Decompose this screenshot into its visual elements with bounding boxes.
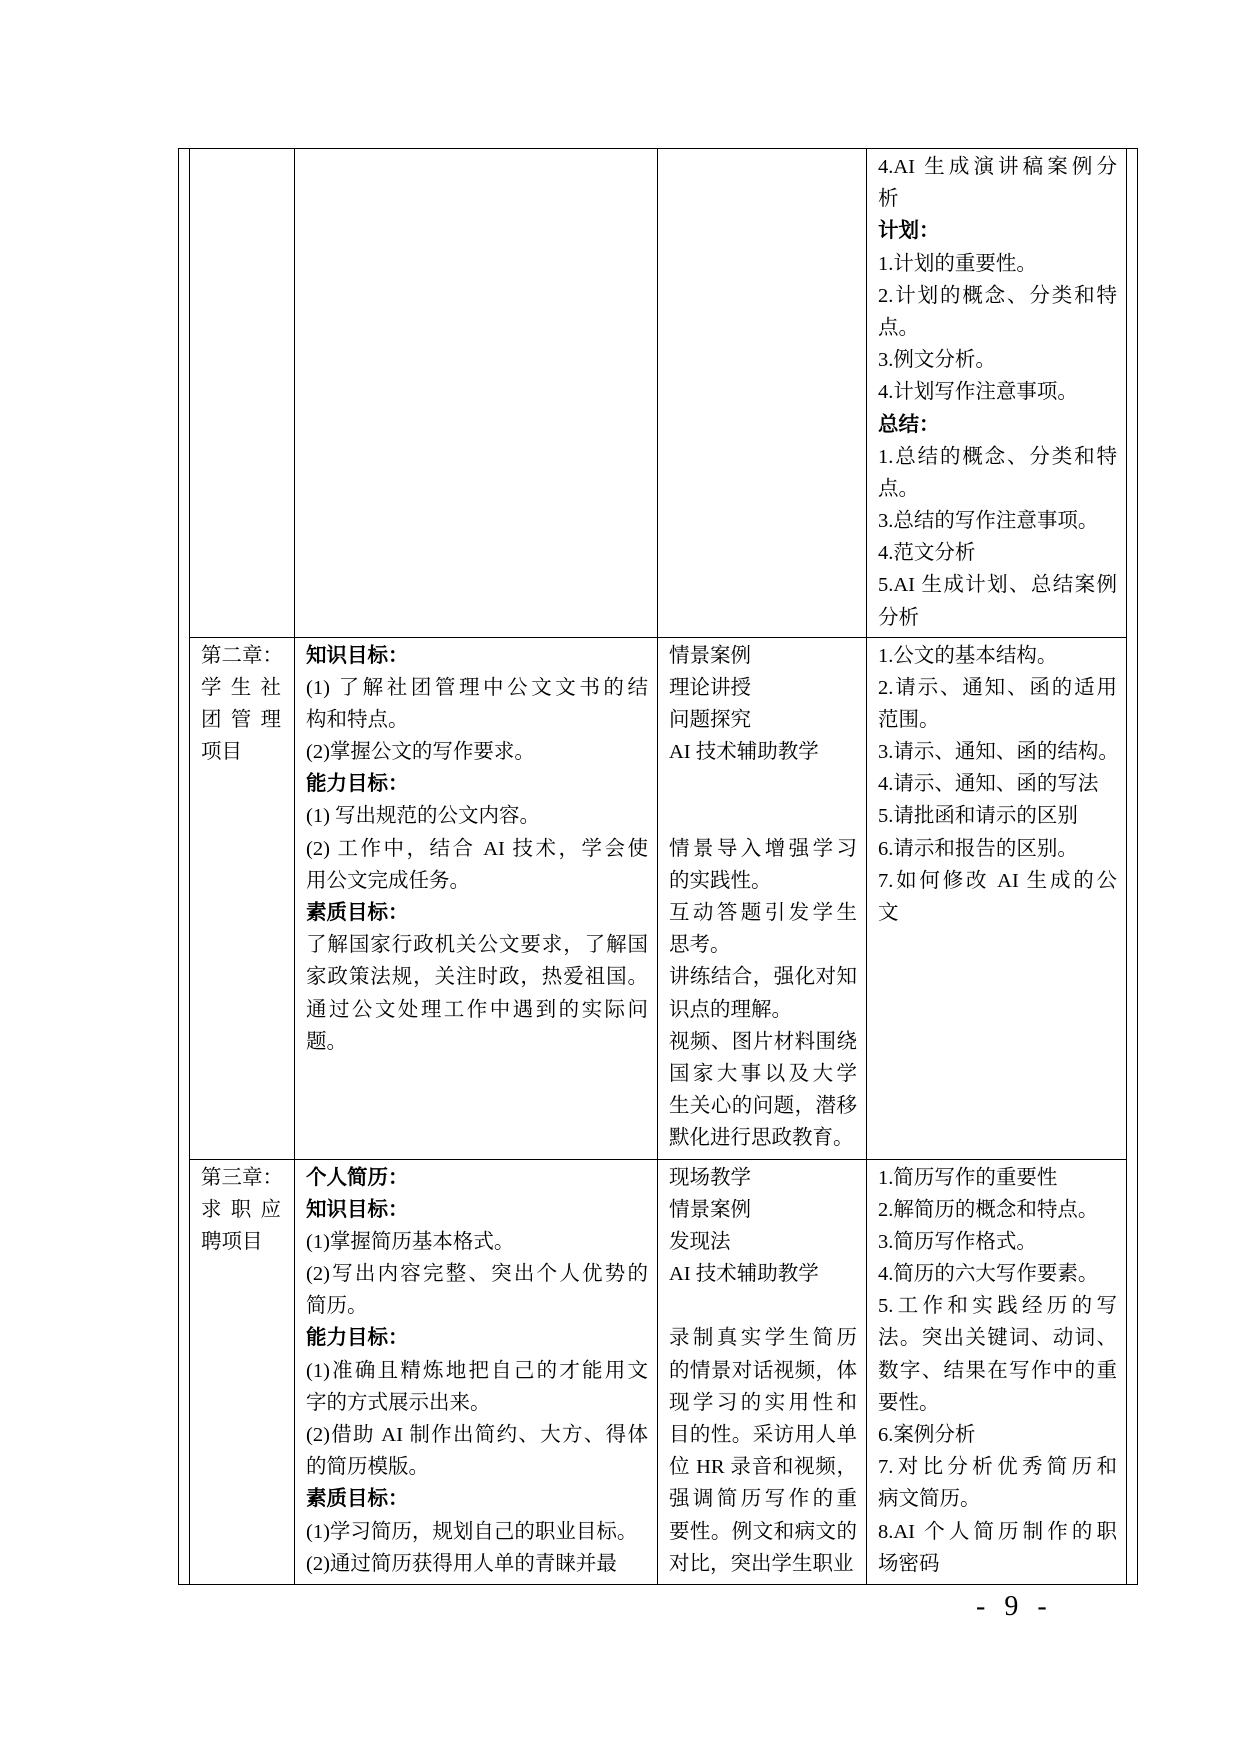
- section-heading: [306, 1483, 648, 1515]
- text-line: (2) 工作中，结合 AI 技术，学会使: [306, 837, 648, 860]
- text-line: 思考。: [669, 934, 731, 957]
- section-heading: [306, 768, 648, 800]
- paragraph: [669, 961, 857, 1025]
- text-line: 2.解简历的概念和特点。: [878, 1198, 1099, 1221]
- text-line: 4.简历的六大写作要素。: [878, 1263, 1099, 1286]
- text-line: 3.总结的写作注意事项。: [878, 510, 1099, 533]
- paragraph: [878, 1516, 1117, 1580]
- paragraph: [306, 1548, 648, 1580]
- text-line: 视频、图片材料围绕: [669, 1030, 857, 1053]
- paragraph: [878, 1194, 1117, 1226]
- text-line: (1)准确且精炼地把自己的才能用文: [306, 1359, 648, 1382]
- text-line: 1.总结的概念、分类和特: [878, 445, 1117, 468]
- text-line: (1) 了解社团管理中公文文书的结: [306, 676, 648, 699]
- methods-cell: [658, 1159, 867, 1584]
- table-row: [190, 1159, 1127, 1584]
- paragraph: [878, 1451, 1117, 1515]
- text-line: 分析: [878, 606, 919, 629]
- text-line: 对比，突出学生职业: [669, 1552, 854, 1575]
- text-line: 情景导入增强学习: [669, 837, 857, 860]
- text-line: 默化进行思政教育。: [669, 1127, 854, 1150]
- methods-cell: [658, 149, 867, 637]
- text-line: 病文简历。: [878, 1488, 981, 1511]
- text-line: 情景案例: [669, 1198, 751, 1221]
- section-heading: [306, 897, 648, 929]
- course-table-frame: [178, 148, 1138, 1585]
- course-plan-table: [189, 149, 1127, 1584]
- text-line: 的简历模版。: [306, 1456, 429, 1479]
- text-line: 学生社: [201, 676, 281, 699]
- text-line: 数字、结果在写作中的重: [878, 1359, 1117, 1382]
- text-line: 5.请批函和请示的区别: [878, 805, 1078, 828]
- paragraph: [201, 1162, 281, 1194]
- text-line: 现学习的实用性和: [669, 1391, 857, 1414]
- text-line: 通过公文处理工作中遇到的实际问: [306, 998, 648, 1021]
- text-line: 7.如何修改 AI 生成的公: [878, 869, 1117, 892]
- paragraph: [878, 833, 1117, 865]
- text-line: 发现法: [669, 1230, 731, 1253]
- text-line: (1) 写出规范的公文内容。: [306, 805, 541, 828]
- text-line: 互动答题引发学生: [669, 902, 857, 924]
- paragraph: [669, 1226, 857, 1258]
- text-line: 点。: [878, 477, 919, 500]
- paragraph: [669, 1258, 857, 1290]
- chapter-cell: [190, 149, 295, 637]
- text-line: [669, 768, 857, 800]
- text-line: (2)掌握公文的写作要求。: [306, 741, 535, 764]
- text-line: [669, 1290, 857, 1322]
- paragraph: [669, 1194, 857, 1226]
- paragraph: [669, 897, 857, 961]
- text-line: AI 技术辅助教学: [669, 741, 819, 764]
- table-row: [190, 637, 1127, 1159]
- paragraph: [669, 833, 857, 897]
- text-line: 3.请示、通知、函的结构。: [878, 741, 1119, 764]
- paragraph: [201, 672, 281, 769]
- paragraph: [878, 248, 1117, 280]
- content-cell: [867, 637, 1127, 1159]
- objectives-cell: [295, 1159, 658, 1584]
- chapter-cell: [190, 1159, 295, 1584]
- paragraph: [878, 569, 1117, 633]
- objectives-cell: [295, 149, 658, 637]
- text-line: [669, 800, 857, 832]
- text-line: 4.计划写作注意事项。: [878, 381, 1078, 404]
- text-line: 要性。: [878, 1391, 940, 1414]
- paragraph: [306, 929, 648, 1058]
- paragraph: [306, 800, 648, 832]
- paragraph: [878, 376, 1117, 408]
- text-line: 总结：: [878, 413, 940, 436]
- text-line: 强调简历写作的重: [669, 1488, 857, 1511]
- paragraph: [669, 704, 857, 736]
- text-line: 题。: [306, 1030, 347, 1053]
- text-line: 国家大事以及大学: [669, 1062, 857, 1085]
- paragraph: [878, 344, 1117, 376]
- text-line: 1.公文的基本结构。: [878, 644, 1058, 667]
- paragraph: [306, 736, 648, 768]
- text-line: 录制真实学生简历: [669, 1327, 857, 1350]
- text-line: (1)学习简历，规划自己的职业目标。: [306, 1520, 638, 1543]
- text-line: 3.例文分析。: [878, 349, 996, 372]
- content-cell: [867, 1159, 1127, 1584]
- text-line: 目的性。采访用人单: [669, 1424, 857, 1446]
- objectives-cell: [295, 637, 658, 1159]
- paragraph: [669, 640, 857, 672]
- text-line: 讲练结合，强化对知: [669, 966, 857, 989]
- methods-cell: [658, 637, 867, 1159]
- text-line: 项目: [201, 741, 242, 764]
- table-row: [190, 149, 1127, 637]
- text-line: 析: [878, 188, 899, 211]
- chapter-cell: [190, 637, 295, 1159]
- text-line: 要性。例文和病文的: [669, 1520, 857, 1543]
- text-line: 问题探究: [669, 708, 751, 731]
- text-line: 的情景对话视频，体: [669, 1359, 857, 1382]
- text-line: 4.AI 生成演讲稿案例分: [878, 156, 1117, 178]
- paragraph: [201, 1194, 281, 1258]
- paragraph: [306, 1419, 648, 1483]
- text-line: 1.计划的重要性。: [878, 252, 1037, 275]
- paragraph: [669, 1026, 857, 1155]
- text-line: 文: [878, 902, 899, 924]
- paragraph: [878, 441, 1117, 505]
- text-line: 3.简历写作格式。: [878, 1230, 1037, 1253]
- text-line: 字的方式展示出来。: [306, 1391, 491, 1414]
- page-number: - 9 -: [976, 1591, 1047, 1622]
- section-heading: [878, 409, 1117, 441]
- text-line: 8.AI 个人简历制作的职: [878, 1520, 1117, 1543]
- text-line: 的实践性。: [669, 869, 772, 892]
- paragraph: [669, 672, 857, 704]
- paragraph: [878, 768, 1117, 800]
- text-line: 4.请示、通知、函的写法: [878, 773, 1099, 796]
- paragraph: [878, 1162, 1117, 1194]
- text-line: 5.工作和实践经历的写: [878, 1295, 1117, 1318]
- section-heading: [306, 1322, 648, 1354]
- text-line: 团管理: [201, 708, 281, 731]
- paragraph: [306, 1258, 648, 1322]
- text-line: 构和特点。: [306, 708, 409, 731]
- paragraph: [878, 280, 1117, 344]
- text-line: 场密码: [878, 1552, 940, 1575]
- section-heading: [878, 215, 1117, 247]
- text-line: 知识目标：: [306, 644, 409, 667]
- text-line: 能力目标：: [306, 773, 409, 796]
- paragraph: [878, 865, 1117, 929]
- section-heading: [306, 640, 648, 672]
- paragraph: [878, 1258, 1117, 1290]
- text-line: (2)借助 AI 制作出简约、大方、得体: [306, 1424, 648, 1446]
- text-line: 素质目标：: [306, 902, 409, 924]
- paragraph: [878, 800, 1117, 832]
- paragraph: [669, 1162, 857, 1194]
- text-line: 4.范文分析: [878, 542, 976, 565]
- text-line: 知识目标：: [306, 1198, 409, 1221]
- text-line: 现场教学: [669, 1166, 751, 1189]
- paragraph: [201, 640, 281, 672]
- text-line: 理论讲授: [669, 676, 751, 699]
- paragraph: [306, 1226, 648, 1258]
- text-line: 7.对比分析优秀简历和: [878, 1456, 1117, 1479]
- paragraph: [878, 505, 1117, 537]
- paragraph: [878, 151, 1117, 215]
- paragraph: [306, 1355, 648, 1419]
- paragraph: [669, 768, 857, 832]
- text-line: 2.计划的概念、分类和特: [878, 284, 1117, 307]
- paragraph: [306, 672, 648, 736]
- text-line: 能力目标：: [306, 1327, 409, 1350]
- paragraph: [878, 672, 1117, 736]
- text-line: 5.AI 生成计划、总结案例: [878, 574, 1117, 597]
- text-line: 情景案例: [669, 644, 751, 667]
- text-line: 简历。: [306, 1295, 368, 1318]
- text-line: 素质目标：: [306, 1488, 409, 1511]
- section-heading: [306, 1194, 648, 1226]
- text-line: 范围。: [878, 708, 940, 731]
- text-line: 识点的理解。: [669, 998, 792, 1021]
- text-line: 位 HR 录音和视频，: [669, 1456, 857, 1479]
- text-line: AI 技术辅助教学: [669, 1263, 819, 1286]
- text-line: 6.请示和报告的区别。: [878, 837, 1078, 860]
- text-line: 计划：: [878, 220, 940, 243]
- paragraph: [878, 1290, 1117, 1419]
- text-line: 个人简历：: [306, 1166, 409, 1189]
- paragraph: [878, 1226, 1117, 1258]
- paragraph: [306, 833, 648, 897]
- text-line: 生关心的问题，潜移: [669, 1095, 857, 1118]
- section-heading: [306, 1162, 648, 1194]
- text-line: 聘项目: [201, 1230, 263, 1253]
- text-line: 用公文完成任务。: [306, 869, 470, 892]
- paragraph: [306, 1516, 648, 1548]
- paragraph: [669, 736, 857, 768]
- paragraph: [878, 537, 1117, 569]
- text-line: 法。突出关键词、动词、: [878, 1327, 1117, 1350]
- text-line: (1)掌握简历基本格式。: [306, 1230, 515, 1253]
- text-line: 第二章：: [201, 644, 283, 667]
- text-line: 第三章：: [201, 1166, 283, 1189]
- paragraph: [878, 1419, 1117, 1451]
- text-line: 求职应: [201, 1198, 281, 1221]
- text-line: (2)写出内容完整、突出个人优势的: [306, 1263, 648, 1286]
- text-line: 6.案例分析: [878, 1424, 976, 1446]
- paragraph: [878, 736, 1117, 768]
- paragraph: [669, 1290, 857, 1322]
- paragraph: [878, 640, 1117, 672]
- text-line: 1.简历写作的重要性: [878, 1166, 1058, 1189]
- paragraph: [669, 1322, 857, 1580]
- text-line: (2)通过简历获得用人单的青睐并最: [306, 1552, 617, 1575]
- text-line: 2.请示、通知、函的适用: [878, 676, 1117, 699]
- content-cell: [867, 149, 1127, 637]
- text-line: 了解国家行政机关公文要求，了解国: [306, 934, 648, 957]
- text-line: 家政策法规，关注时政，热爱祖国。: [306, 966, 648, 989]
- text-line: 点。: [878, 316, 919, 339]
